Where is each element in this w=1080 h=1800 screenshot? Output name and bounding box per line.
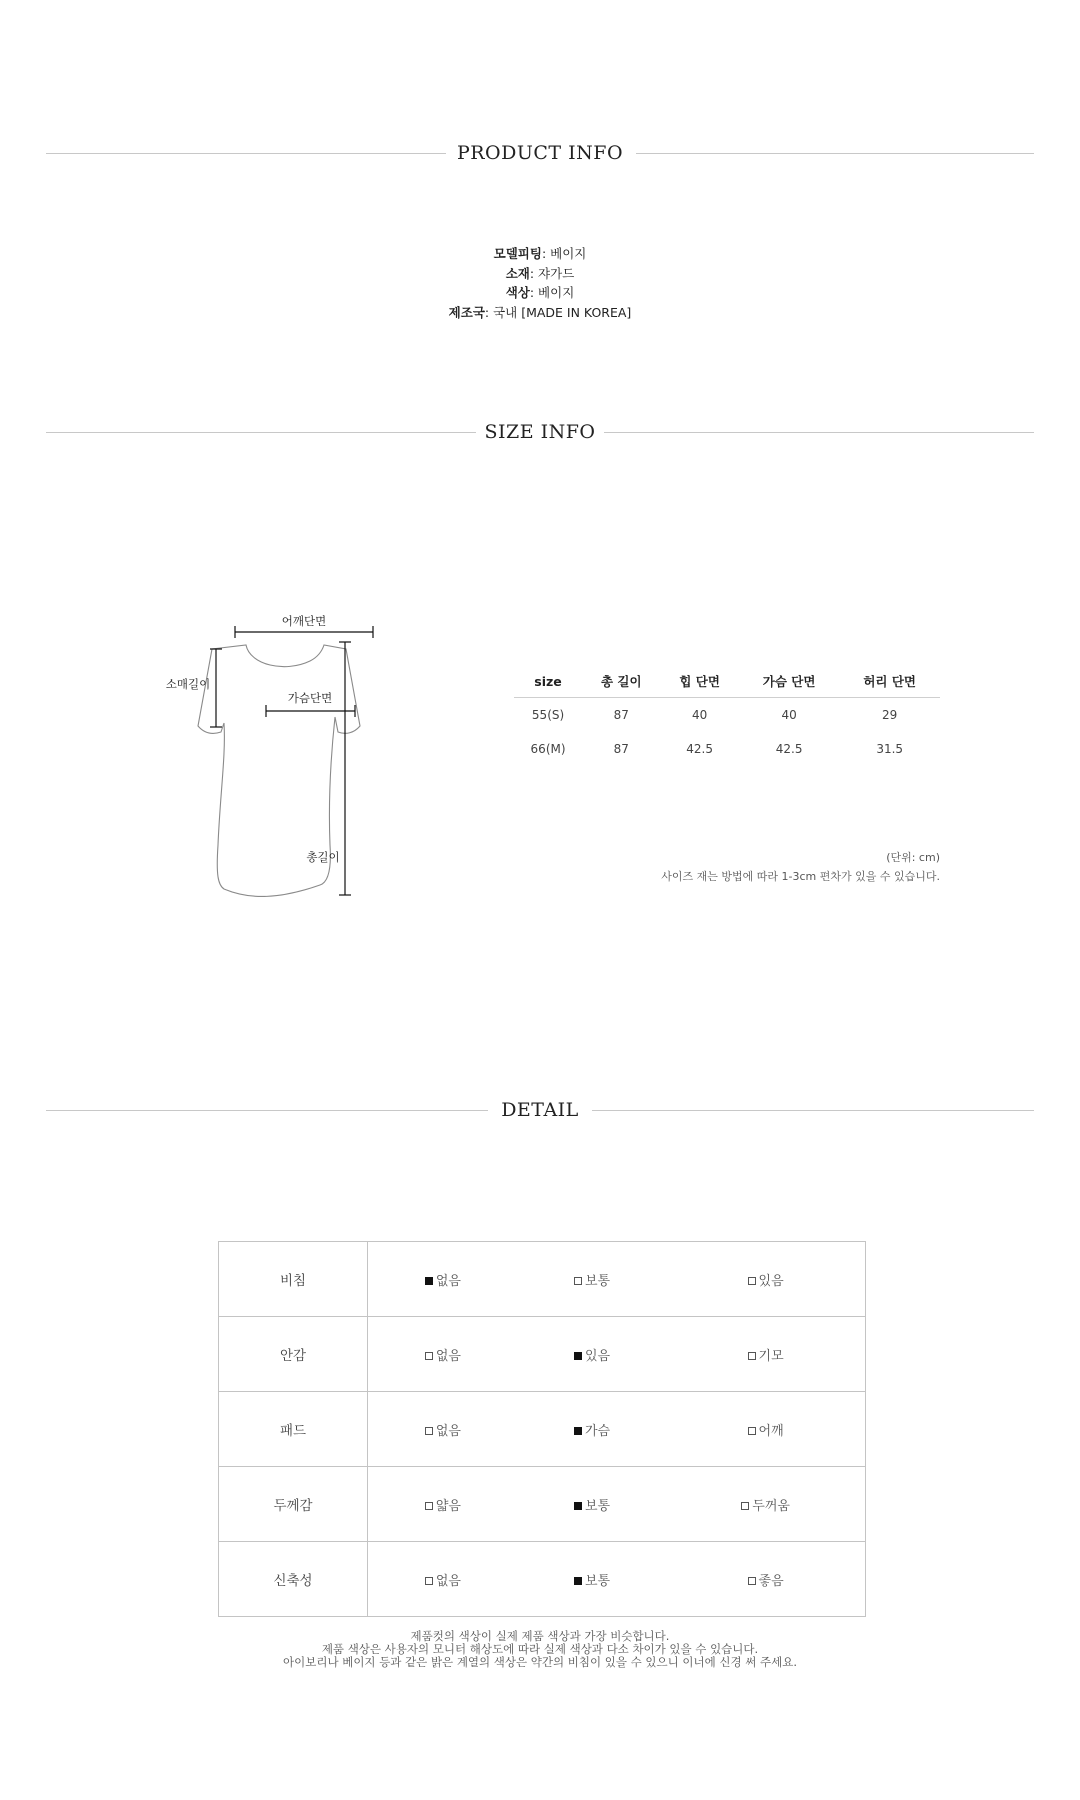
size-unit: (단위: cm): [886, 851, 940, 864]
size-table-header: [514, 665, 940, 698]
detail-option-label: 가슴: [584, 1423, 611, 1439]
detail-label: 신축성: [219, 1542, 368, 1617]
size-cell: 55(S): [531, 708, 565, 722]
garment-diagram: [150, 605, 410, 905]
detail-header: [0, 1095, 1080, 1125]
checked-box-icon: [574, 1427, 582, 1435]
size-cell: 87: [613, 708, 629, 722]
size-cell: 31.5: [876, 742, 904, 756]
detail-note-line: 제품 색상은 사용자의 모니터 해상도에 따라 실제 색상과 다소 차이가 있을 수 있습니다.: [321, 1642, 759, 1656]
table-row: [219, 1542, 866, 1617]
size-col-header: 힙 단면: [660, 665, 738, 698]
detail-option-label: 기모: [758, 1348, 784, 1364]
size-cell: 40: [781, 708, 797, 722]
size-cell: 87: [613, 742, 629, 756]
table-row: [219, 1467, 866, 1542]
detail-option-label: 있음: [758, 1273, 784, 1289]
unchecked-box-icon: [425, 1427, 433, 1435]
unchecked-box-icon: [741, 1502, 749, 1510]
size-cell: 66(M): [530, 742, 566, 756]
detail-option-label: 없음: [435, 1348, 461, 1364]
divider-line: [636, 153, 1034, 154]
detail-label: 패드: [219, 1392, 368, 1467]
divider-line: [604, 432, 1034, 433]
size-info-header: [0, 417, 1080, 447]
detail-option: [368, 1317, 518, 1392]
unchecked-box-icon: [574, 1277, 582, 1285]
detail-option-label: 보통: [584, 1498, 611, 1514]
detail-option: [666, 1542, 865, 1617]
product-info-color: 색상: 베이지: [505, 285, 575, 300]
detail-label: 두께감: [219, 1467, 368, 1542]
detail-option-label: 좋음: [758, 1573, 784, 1589]
detail-option-label: 없음: [435, 1273, 461, 1289]
product-info-material: 소재: 쟈가드: [505, 265, 575, 281]
detail-option: [666, 1467, 865, 1542]
detail-option-label: 어깨: [758, 1423, 784, 1439]
product-info-header: [0, 138, 1080, 168]
detail-label: 비침: [219, 1242, 368, 1317]
detail-option: [368, 1542, 518, 1617]
detail-option-label: 보통: [584, 1273, 611, 1289]
detail-option: [518, 1392, 666, 1467]
size-cell: 42.5: [775, 742, 803, 756]
unchecked-box-icon: [748, 1577, 756, 1585]
size-note: [514, 848, 940, 886]
detail-option: [518, 1317, 666, 1392]
detail-table: [218, 1241, 866, 1617]
size-col-header: 허리 단면: [839, 665, 940, 698]
detail-option-label: 두꺼움: [752, 1498, 790, 1514]
size-disclaimer: 사이즈 재는 방법에 따라 1-3cm 편차가 있을 수 있습니다.: [661, 870, 940, 883]
size-cell: 40: [691, 708, 708, 722]
detail-option: [518, 1242, 666, 1317]
size-table: [514, 665, 940, 766]
size-col-header: 총 길이: [582, 665, 660, 698]
divider-line: [592, 1110, 1034, 1111]
length-label: 총길이: [306, 850, 340, 864]
detail-note-line: 아이보리나 베이지 등과 같은 밝은 계열의 색상은 약간의 비침이 있을 수 있으니 이너에 신경 써 주세요.: [283, 1655, 797, 1669]
detail-title: DETAIL: [501, 1099, 579, 1121]
detail-option: [368, 1392, 518, 1467]
detail-option: [666, 1242, 865, 1317]
unchecked-box-icon: [748, 1427, 756, 1435]
product-info-model: 모델피팅: 베이지: [493, 246, 587, 261]
chest-label: 가슴단면: [287, 691, 333, 705]
table-row: [219, 1317, 866, 1392]
product-info-list: [0, 244, 1080, 322]
table-row: [219, 1242, 866, 1317]
size-col-header: 가슴 단면: [739, 665, 840, 698]
detail-option: [368, 1242, 518, 1317]
detail-option-label: 없음: [435, 1423, 461, 1439]
checked-box-icon: [574, 1352, 582, 1360]
table-row: [514, 732, 940, 766]
size-cell: 29: [882, 708, 898, 722]
detail-option-label: 없음: [435, 1573, 461, 1589]
unchecked-box-icon: [748, 1277, 756, 1285]
detail-option: [518, 1542, 666, 1617]
detail-note-line: 제품컷의 색상이 실제 제품 색상과 가장 비슷합니다.: [410, 1629, 670, 1643]
size-info-title: SIZE INFO: [484, 421, 596, 443]
unchecked-box-icon: [748, 1352, 756, 1360]
detail-option: [666, 1317, 865, 1392]
table-row: [219, 1392, 866, 1467]
table-row: [514, 698, 940, 733]
sleeve-label: 소매길이: [165, 677, 211, 691]
size-col-header: size: [514, 665, 582, 698]
detail-option: [518, 1467, 666, 1542]
unchecked-box-icon: [425, 1502, 433, 1510]
detail-option: [666, 1392, 865, 1467]
detail-option-label: 있음: [584, 1348, 611, 1364]
product-info-title: PRODUCT INFO: [456, 142, 624, 164]
shoulder-label: 어깨단면: [281, 614, 327, 628]
detail-option-label: 얇음: [435, 1498, 461, 1514]
detail-option-label: 보통: [584, 1573, 611, 1589]
size-cell: 42.5: [686, 742, 713, 756]
checked-box-icon: [425, 1277, 433, 1285]
checked-box-icon: [574, 1577, 582, 1585]
unchecked-box-icon: [425, 1352, 433, 1360]
product-info-origin: 제조국: 국내 [MADE IN KOREA]: [448, 304, 632, 320]
detail-note: [0, 1630, 1080, 1669]
unchecked-box-icon: [425, 1577, 433, 1585]
detail-option: [368, 1467, 518, 1542]
checked-box-icon: [574, 1502, 582, 1510]
detail-label: 안감: [219, 1317, 368, 1392]
